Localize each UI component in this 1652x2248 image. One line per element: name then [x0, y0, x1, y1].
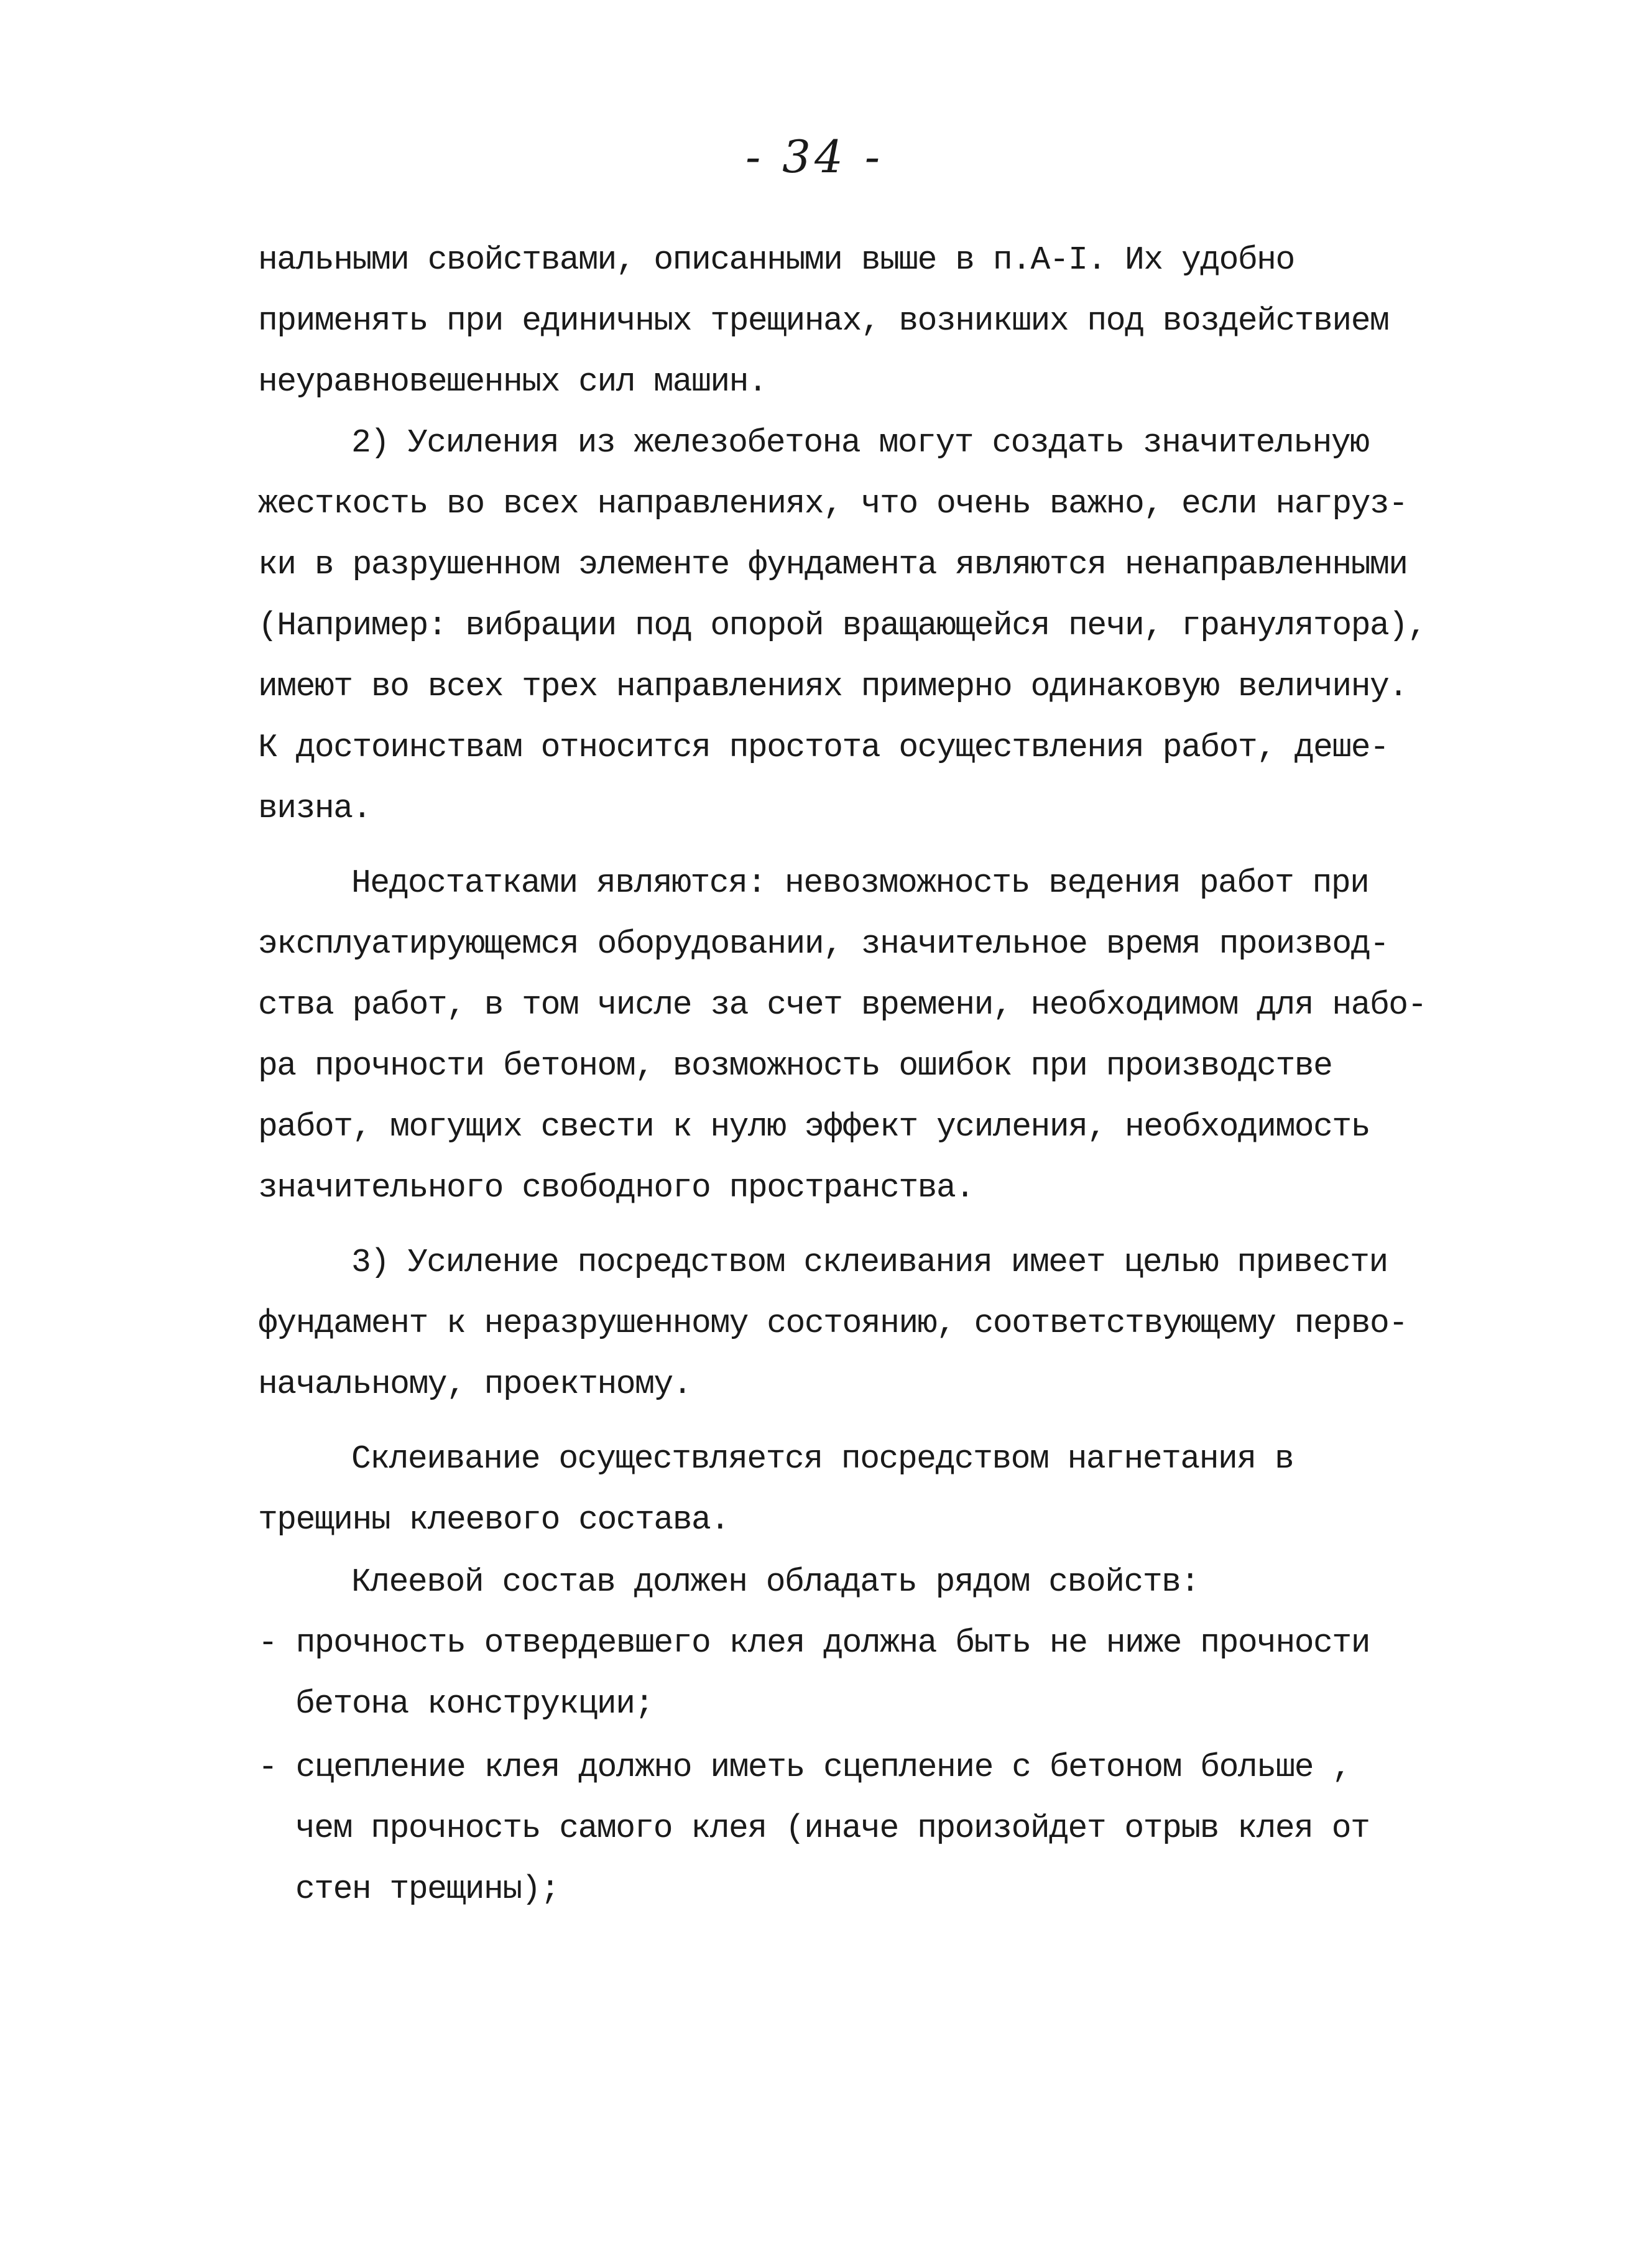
paragraph-start-line: Склеивание осуществляется посредством нагнетания в: [351, 1440, 1294, 1478]
text-line: (Например: вибрации под опорой вращающейся печи, гранулятора),: [258, 607, 1426, 644]
text-line: имеют во всех трех направлениях примерно одинаковую величину.: [258, 668, 1408, 705]
text-line: фундамент к неразрушенному состоянию, соответствующему перво-: [258, 1305, 1408, 1342]
text-line: ства работ, в том числе за счет времени, необходимом для набо-: [258, 986, 1426, 1024]
list-item-continuation: стен трещины);: [295, 1871, 560, 1908]
list-item: - сцепление клея должно иметь сцепление с бетоном больше ,: [258, 1749, 1351, 1786]
text-line: эксплуатирующемся оборудовании, значительное время производ-: [258, 925, 1389, 963]
paragraph-start-line: 3) Усиление посредством склеивания имеет целью привести: [351, 1244, 1388, 1281]
text-line: ра прочности бетоном, возможность ошибок при производстве: [258, 1047, 1332, 1085]
paragraph-start-line: 2) Усиления из железобетона могут создать значительную: [351, 424, 1369, 461]
text-line: нальными свойствами, описанными выше в п.А-I. Их удобно: [258, 241, 1294, 279]
paragraph-start-line: Недостатками являются: невозможность ведения работ при: [351, 864, 1369, 902]
text-line: К достоинствам относится простота осуществления работ, деше-: [258, 729, 1389, 766]
text-line: трещины клеевого состава.: [258, 1501, 729, 1538]
list-item-continuation: чем прочность самого клея (иначе произойдет отрыв клея от: [295, 1810, 1370, 1847]
text-line: работ, могущих свести к нулю эффект усиления, необходимость: [258, 1108, 1370, 1145]
text-line: применять при единичных трещинах, возникших под воздействием: [258, 302, 1389, 340]
text-line: жесткость во всех направлениях, что очень важно, если нагруз-: [258, 485, 1408, 522]
text-line: визна.: [258, 790, 371, 827]
text-line: значительного свободного пространства.: [258, 1169, 974, 1206]
list-item-continuation: бетона конструкции;: [295, 1685, 653, 1723]
text-line: ки в разрушенном элементе фундамента являются ненаправленными: [258, 546, 1408, 583]
text-line: неуравновешенных сил машин.: [258, 363, 767, 400]
paragraph-start-line: Клеевой состав должен обладать рядом свойств:: [351, 1563, 1199, 1601]
list-item: - прочность отвердевшего клея должна быть не ниже прочности: [258, 1624, 1370, 1662]
page-number: - 34 -: [745, 131, 884, 183]
text-line: начальному, проектному.: [258, 1366, 692, 1403]
